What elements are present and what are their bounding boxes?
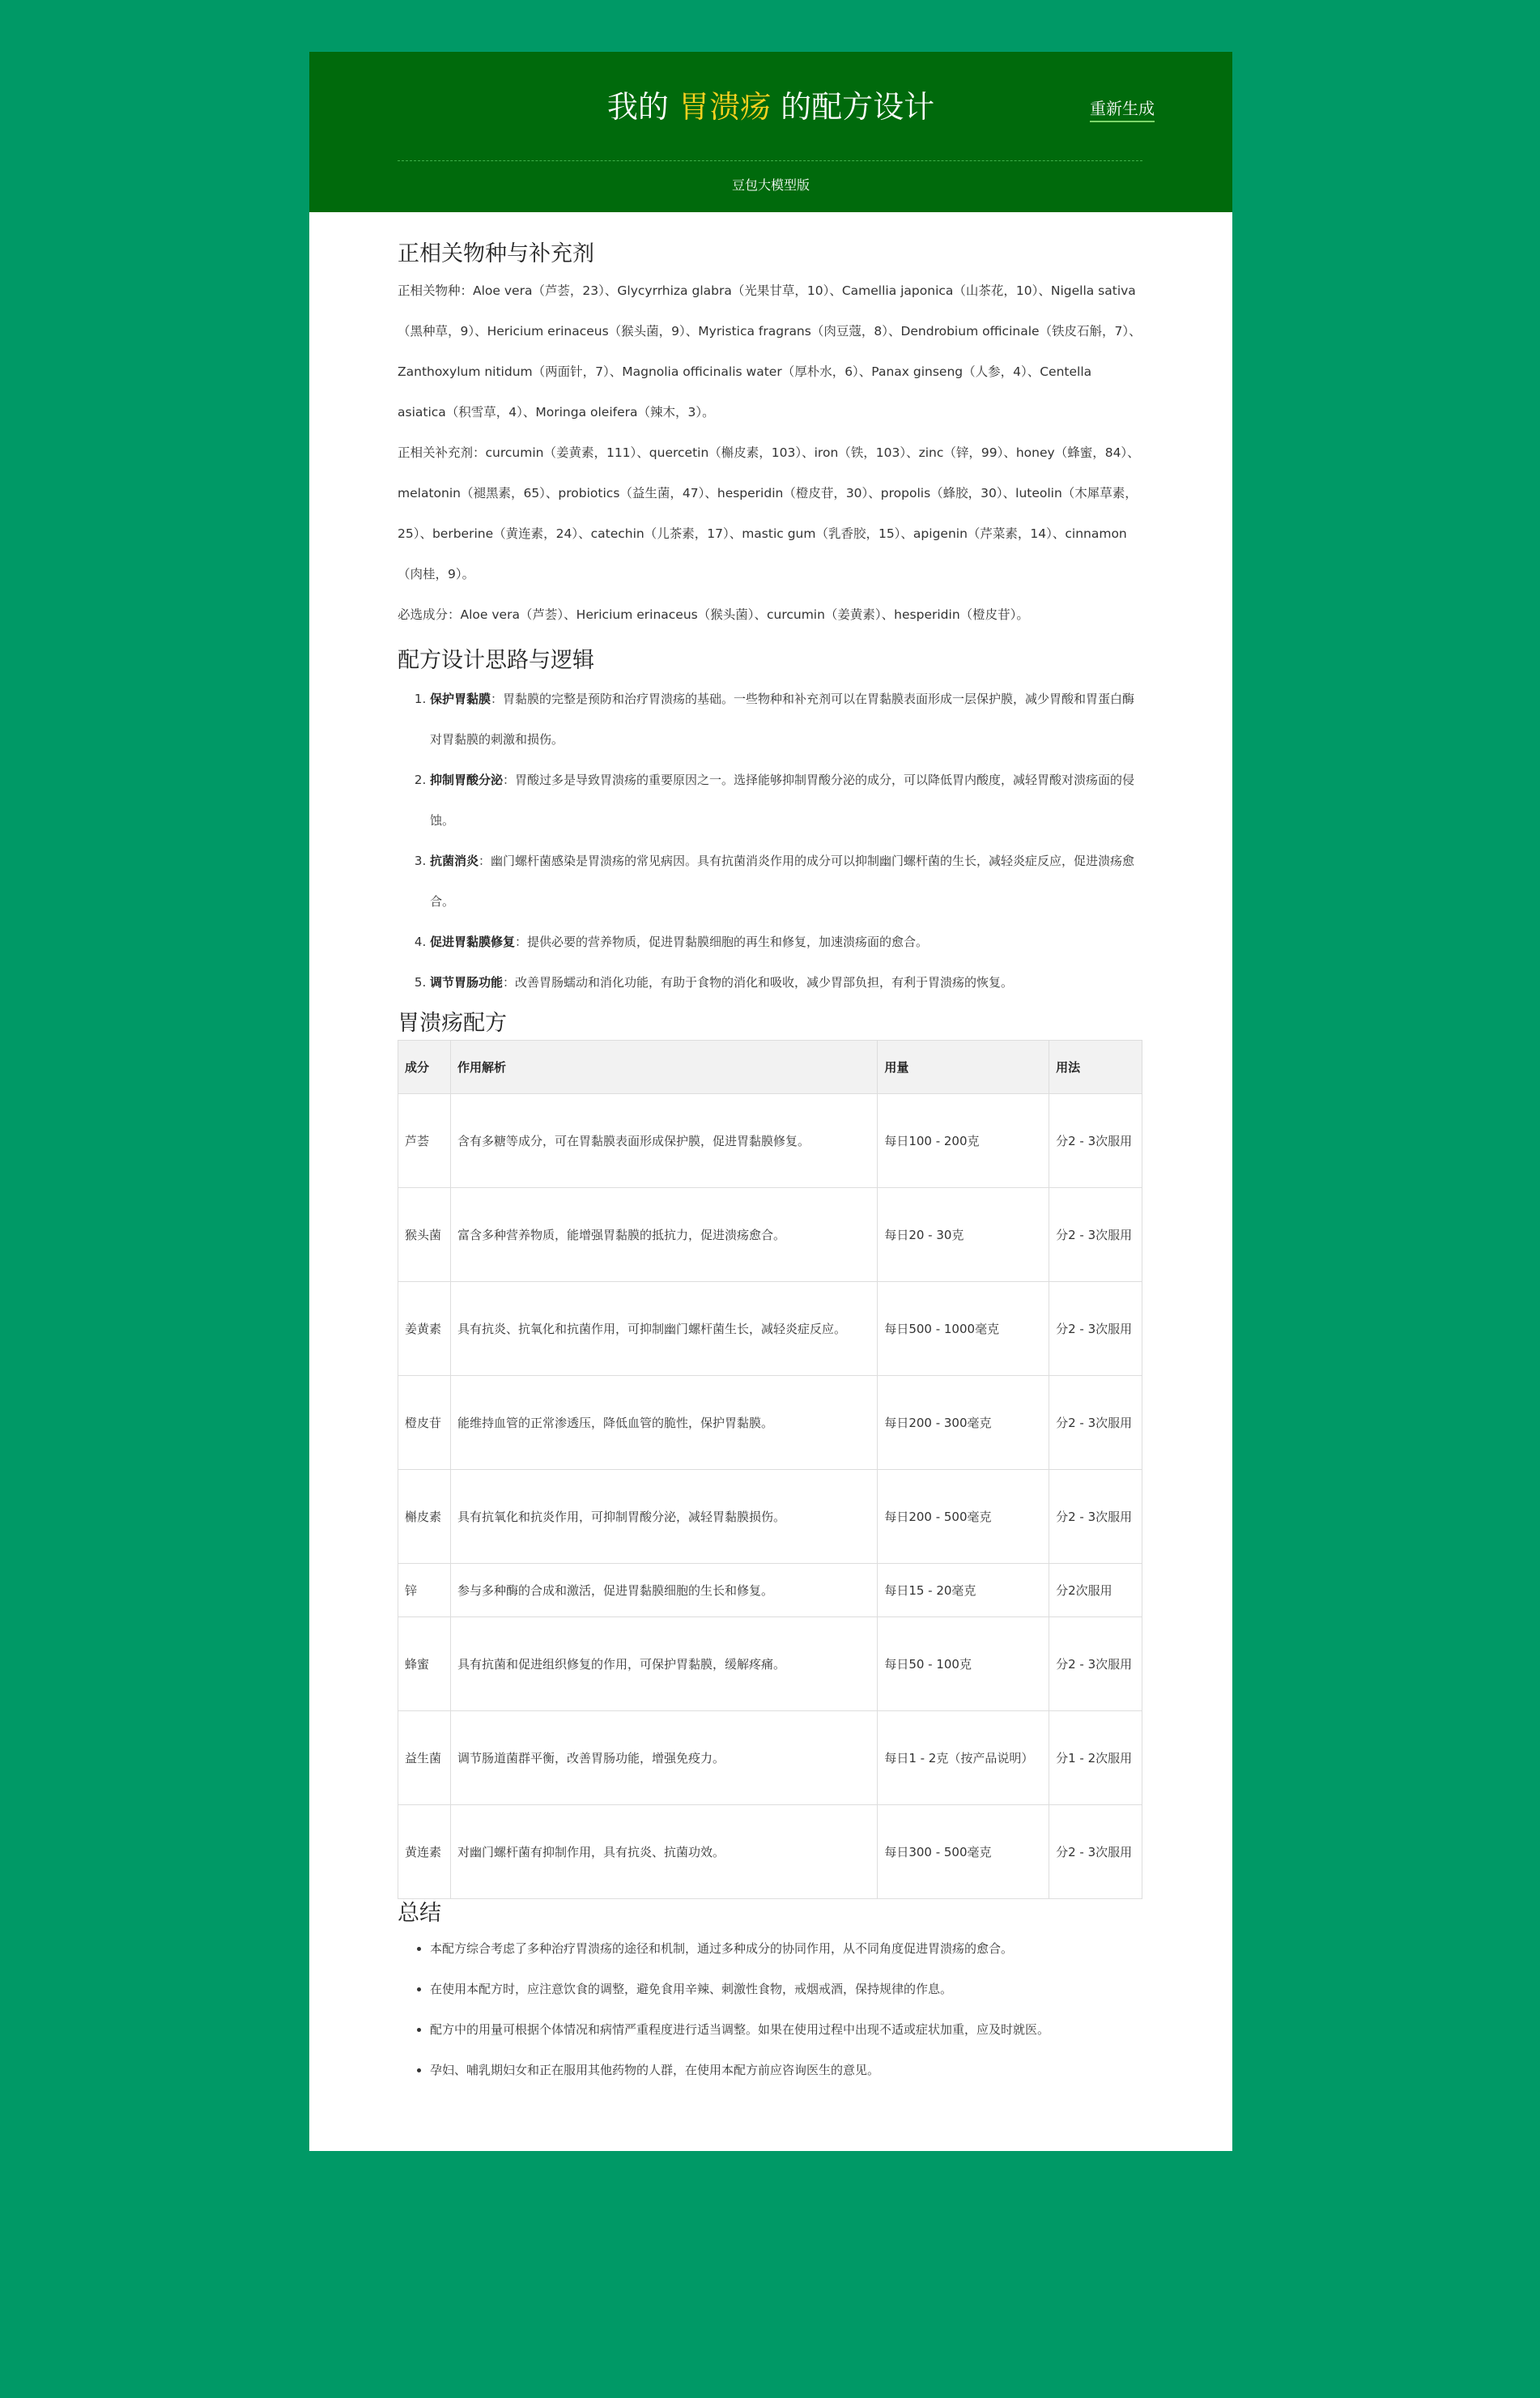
summary-item: • 孕妇、哺乳期妇女和正在服用其他药物的人群，在使用本配方前应咨询医生的意见。 xyxy=(430,2050,1142,2090)
dose-cell: 每日300 - 500毫克 xyxy=(878,1805,1049,1899)
dose-cell: 每日20 - 30克 xyxy=(878,1188,1049,1282)
logic-item-text: ：胃酸过多是导致胃溃疡的重要原因之一。选择能够抑制胃酸分泌的成分，可以降低胃内酸度，减轻胃酸对溃疡面的侵蚀。 xyxy=(430,773,1135,828)
supplements-text: 正相关补充剂：curcumin（姜黄素，111）、quercetin（槲皮素，103）、iron（铁，103）、zinc（锌，99）、honey（蜂蜜，84）、melatonin（褪黑素，65）、probiotics（益生菌，47）、hesperidin（橙皮苷，30）、propolis（蜂胶，30）、luteolin（木犀草素，25）、berberine（黄连素，24）、catechin（儿茶素，17）、mastic gum（乳香胶，15）、apigenin（芹菜素，14）、cinnamon（肉桂，9）。 xyxy=(398,445,1140,581)
formula-heading: 胃溃疡配方 xyxy=(398,1011,507,1036)
table-row xyxy=(398,1617,1142,1711)
model-subtitle: 豆包大模型版 xyxy=(731,177,810,193)
column-header-ingredient: 成分 xyxy=(398,1041,451,1094)
summary-list xyxy=(398,1928,1142,2090)
dose-cell: 每日50 - 100克 xyxy=(878,1617,1049,1711)
usage-cell: 分2次服用 xyxy=(1049,1564,1142,1617)
ingredient-cell: 益生菌 xyxy=(398,1711,451,1805)
dose-cell: 每日200 - 300毫克 xyxy=(878,1376,1049,1470)
species-heading: 正相关物种与补充剂 xyxy=(398,241,594,266)
table-row xyxy=(398,1711,1142,1805)
effect-cell: 具有抗炎、抗氧化和抗菌作用，可抑制幽门螺杆菌生长，减轻炎症反应。 xyxy=(450,1282,877,1376)
usage-cell: 分2 - 3次服用 xyxy=(1049,1188,1142,1282)
effect-cell: 富含多种营养物质，能增强胃黏膜的抵抗力，促进溃疡愈合。 xyxy=(450,1188,877,1282)
effect-cell: 调节肠道菌群平衡，改善胃肠功能，增强免疫力。 xyxy=(450,1711,877,1805)
logic-heading: 配方设计思路与逻辑 xyxy=(398,648,594,673)
column-header-dose: 用量 xyxy=(878,1041,1049,1094)
effect-cell: 能维持血管的正常渗透压，降低血管的脆性，保护胃黏膜。 xyxy=(450,1376,877,1470)
logic-item xyxy=(430,760,1142,841)
ingredient-cell: 芦荟 xyxy=(398,1094,451,1188)
ingredient-cell: 猴头菌 xyxy=(398,1188,451,1282)
logic-item-text: ：改善胃肠蠕动和消化功能，有助于食物的消化和吸收，减少胃部负担，有利于胃溃疡的恢复。 xyxy=(503,975,1014,990)
usage-cell: 分2 - 3次服用 xyxy=(1049,1094,1142,1188)
table-row xyxy=(398,1805,1142,1899)
ingredient-cell: 槲皮素 xyxy=(398,1470,451,1564)
ingredient-cell: 蜂蜜 xyxy=(398,1617,451,1711)
usage-cell: 分2 - 3次服用 xyxy=(1049,1805,1142,1899)
dose-cell: 每日100 - 200克 xyxy=(878,1094,1049,1188)
effect-cell: 具有抗菌和促进组织修复的作用，可保护胃黏膜，缓解疼痛。 xyxy=(450,1617,877,1711)
usage-cell: 分2 - 3次服用 xyxy=(1049,1282,1142,1376)
species-text: 正相关物种：Aloe vera（芦荟，23）、Glycyrrhiza glabra（光果甘草，10）、Camellia japonica（山茶花，10）、Nigella sativa（黑种草，9）、Hericium erinaceus（猴头菌，9）、Myristica fragrans（肉豆蔻，8）、Dendrobium officinale（铁皮石斛，7）、Zanthoxylum nitidum（两面针，7）、Magnolia officinalis water（厚朴水，6）、Panax ginseng（人参，4）、Centella asiatica（积雪草，4）、Moringa oleifera（辣木，3）。 xyxy=(398,283,1142,420)
logic-item xyxy=(430,841,1142,922)
title-suffix: 的配方设计 xyxy=(771,89,935,125)
logic-item-text: ：胃黏膜的完整是预防和治疗胃溃疡的基础。一些物种和补充剂可以在胃黏膜表面形成一层保护膜，减少胃酸和胃蛋白酶对胃黏膜的刺激和损伤。 xyxy=(430,692,1135,747)
header-divider xyxy=(398,160,1142,161)
logic-item-title: 调节胃肠功能 xyxy=(430,975,504,990)
usage-cell: 分2 - 3次服用 xyxy=(1049,1470,1142,1564)
summary-item: • 配方中的用量可根据个体情况和病情严重程度进行适当调整。如果在使用过程中出现不适或症状加重，应及时就医。 xyxy=(430,2009,1142,2050)
title-prefix: 我的 xyxy=(606,89,679,125)
summary-item: • 在使用本配方时，应注意饮食的调整，避免食用辛辣、刺激性食物，戒烟戒酒，保持规律的作息。 xyxy=(430,1969,1142,2009)
ingredient-cell: 黄连素 xyxy=(398,1805,451,1899)
effect-cell: 含有多糖等成分，可在胃黏膜表面形成保护膜，促进胃黏膜修复。 xyxy=(450,1094,877,1188)
page-header xyxy=(309,52,1232,212)
logic-item-title: 保护胃黏膜 xyxy=(430,692,491,706)
table-row xyxy=(398,1376,1142,1470)
effect-cell: 对幽门螺杆菌有抑制作用，具有抗炎、抗菌功效。 xyxy=(450,1805,877,1899)
required-text: 必选成分：Aloe vera（芦荟）、Hericium erinaceus（猴头菌）、curcumin（姜黄素）、hesperidin（橙皮苷）。 xyxy=(398,607,1029,622)
usage-cell: 分1 - 2次服用 xyxy=(1049,1711,1142,1805)
logic-item-title: 抑制胃酸分泌 xyxy=(430,773,504,787)
column-header-usage: 用法 xyxy=(1049,1041,1142,1094)
dose-cell: 每日15 - 20毫克 xyxy=(878,1564,1049,1617)
table-row xyxy=(398,1564,1142,1617)
summary-item: • 本配方综合考虑了多种治疗胃溃疡的途径和机制，通过多种成分的协同作用，从不同角度促进胃溃疡的愈合。 xyxy=(430,1928,1142,1969)
dose-cell: 每日1 - 2克（按产品说明） xyxy=(878,1711,1049,1805)
usage-cell: 分2 - 3次服用 xyxy=(1049,1376,1142,1470)
ingredient-cell: 姜黄素 xyxy=(398,1282,451,1376)
table-row xyxy=(398,1188,1142,1282)
logic-item-text: ：提供必要的营养物质，促进胃黏膜细胞的再生和修复，加速溃疡面的愈合。 xyxy=(515,935,929,949)
ingredient-cell: 橙皮苷 xyxy=(398,1376,451,1470)
logic-item-title: 抗菌消炎 xyxy=(430,854,479,868)
logic-item xyxy=(430,679,1142,760)
column-header-effect: 作用解析 xyxy=(450,1041,877,1094)
dose-cell: 每日200 - 500毫克 xyxy=(878,1470,1049,1564)
logic-item-title: 促进胃黏膜修复 xyxy=(430,935,516,949)
table-row xyxy=(398,1470,1142,1564)
formula-card xyxy=(309,52,1232,2151)
logic-item-text: ：幽门螺杆菌感染是胃溃疡的常见病因。具有抗菌消炎作用的成分可以抑制幽门螺杆菌的生长，减轻炎症反应，促进溃疡愈合。 xyxy=(430,854,1135,909)
formula-table xyxy=(398,1040,1142,1899)
logic-item xyxy=(430,962,1142,1003)
dose-cell: 每日500 - 1000毫克 xyxy=(878,1282,1049,1376)
disease-name: 胃溃疡 xyxy=(678,89,771,125)
regenerate-button[interactable]: 重新生成 xyxy=(1090,97,1155,122)
effect-cell: 具有抗氧化和抗炎作用，可抑制胃酸分泌，减轻胃黏膜损伤。 xyxy=(450,1470,877,1564)
table-row xyxy=(398,1282,1142,1376)
logic-list xyxy=(398,679,1142,1003)
summary-heading: 总结 xyxy=(398,1901,441,1926)
logic-item xyxy=(430,922,1142,962)
table-row xyxy=(398,1094,1142,1188)
ingredient-cell: 锌 xyxy=(398,1564,451,1617)
usage-cell: 分2 - 3次服用 xyxy=(1049,1617,1142,1711)
main-content xyxy=(398,230,1142,2090)
table-header-row xyxy=(398,1041,1142,1094)
effect-cell: 参与多种酶的合成和激活，促进胃黏膜细胞的生长和修复。 xyxy=(450,1564,877,1617)
